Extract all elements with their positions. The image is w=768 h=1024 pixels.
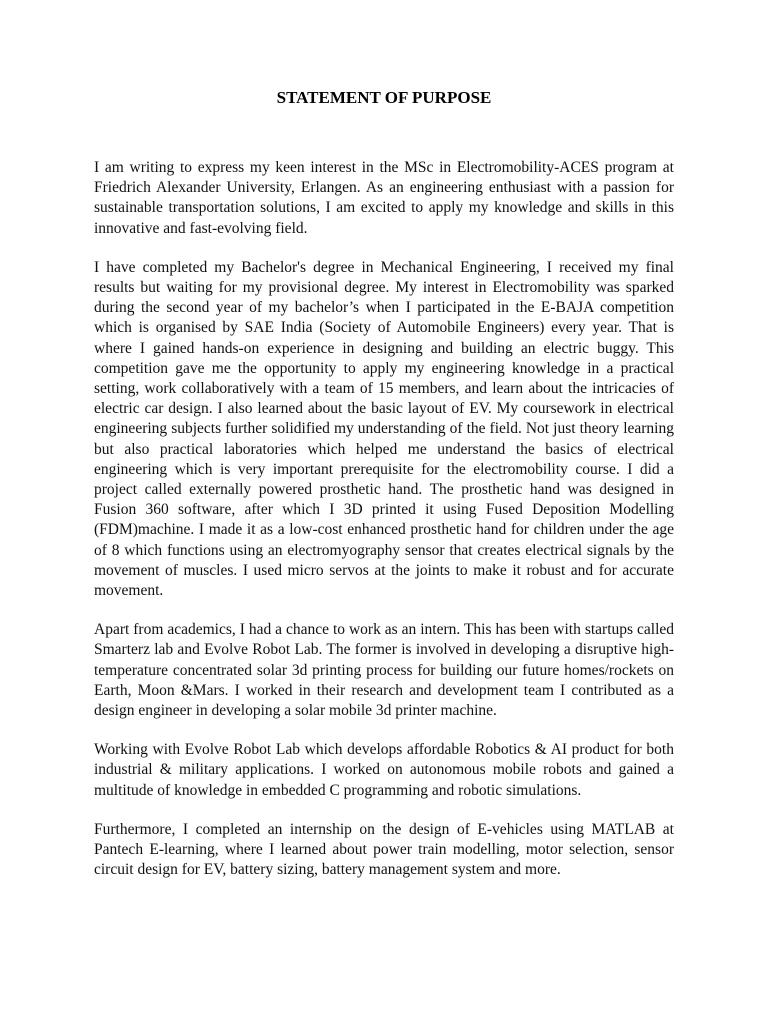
paragraph-evolve-robot-lab: Working with Evolve Robot Lab which develops affordable Robotics & AI product for both industrial & military applications. I worked on autonomous mobile robots and gained a multitude of knowledge in embedded C programming and robotic simulations. xyxy=(94,741,674,799)
paragraph-intro: I am writing to express my keen interest in the MSc in Electromobility-ACES program at Friedrich Alexander University, Erlangen. As an engineering enthusiast with a passion for sustainable transportation solutions, I am excited to apply my knowledge and skills in this innovative and fast-evolving field. xyxy=(94,159,674,237)
paragraph-pantech: Furthermore, I completed an internship on the design of E-vehicles using MATLAB at Pantech E-learning, where I learned about power train modelling, motor selection, sensor circuit design for EV, battery sizing, battery management system and more. xyxy=(94,820,674,879)
document-title: STATEMENT OF PURPOSE xyxy=(276,88,492,107)
document-body xyxy=(94,158,674,900)
paragraph-education: I have completed my Bachelor's degree in Mechanical Engineering, I received my final results but waiting for my provisional degree. My interest in Electromobility was sparked during the second year of my bachelor’s when I participated in the E-BAJA competition which is organised by SAE India (Society of Automobile Engineers) every year. That is where I gained hands-on experience in designing and building an electric buggy. This competition gave me the opportunity to apply my engineering knowledge in a practical setting, work collaboratively with a team of 15 members, and learn about the intricacies of electric car design. I also learned about the basic layout of EV. My coursework in electrical engineering subjects further solidified my understanding of the field. Not just theory learning but also practical laboratories which helped me understand the basics of electrical engineering which is very important prerequisite for the electromobility course. I did a project called externally powered prosthetic hand. The prosthetic hand was designed in Fusion 360 software, after which I 3D printed it using Fused Deposition Modelling (FDM)machine. I made it as a low-cost enhanced prosthetic hand for children under the age of 8 which functions using an electromyography sensor that creates electrical signals by the movement of muscles. I used micro servos at the joints to make it robust and for accurate movement. xyxy=(94,258,674,600)
paragraph-internships: Apart from academics, I had a chance to work as an intern. This has been with startups called Smarterz lab and Evolve Robot Lab. The former is involved in developing a disruptive high-temperature concentrated solar 3d printing process for building our future homes/rockets on Earth, Moon &Mars. I worked in their research and development team I contributed as a design engineer in developing a solar mobile 3d printer machine. xyxy=(94,621,674,720)
